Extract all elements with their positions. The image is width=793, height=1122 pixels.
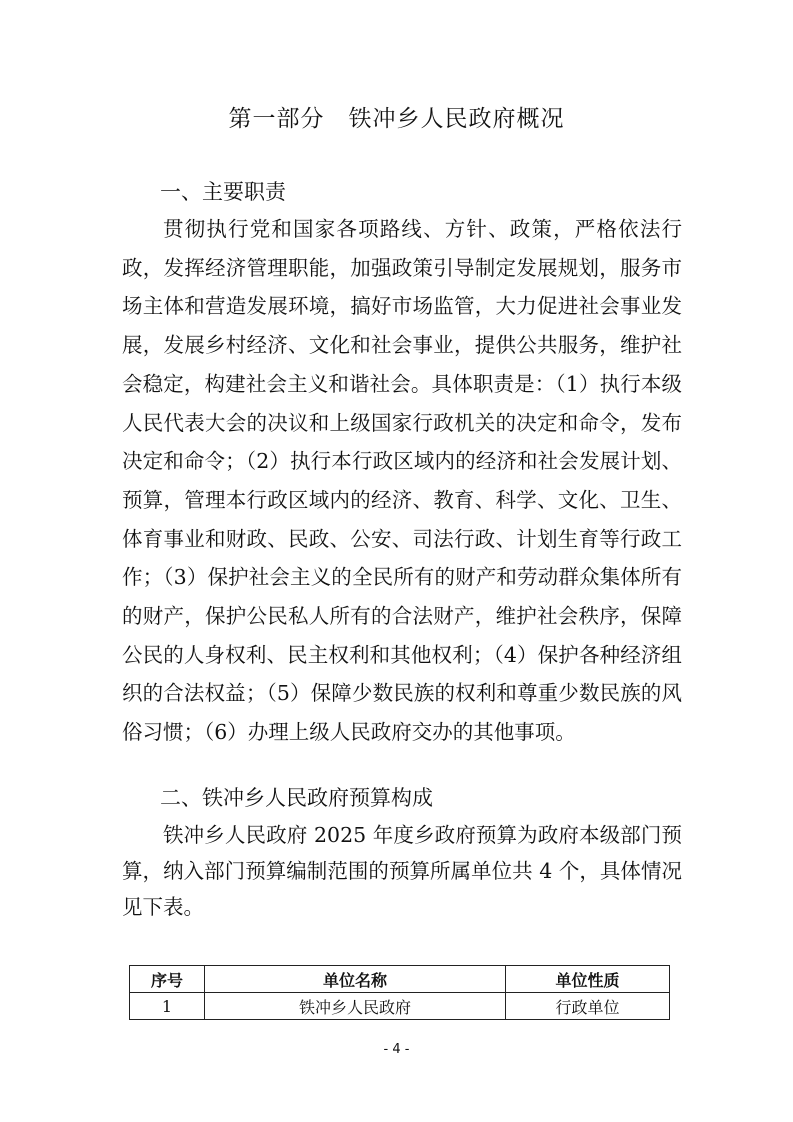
header-serial-number: 序号 <box>130 966 205 993</box>
duties-paragraph: 贯彻执行党和国家各项路线、方针、政策，严格依法行政，发挥经济管理职能，加强政策引导制定发展规划，服务市场主体和营造发展环境，搞好市场监管，大力促进社会事业发展，发展乡村经济、文化和社会事业，提供公共服务，维护社会稳定，构建社会主义和谐社会。具体职责是：（1）执行本级人民代表大会的决议和上级国家行政机关的决定和命令，发布决定和命令；（2）执行本行政区域内的经济和社会发展计划、预算，管理本行政区域内的经济、教育、科学、文化、卫生、体育事业和财政、民政、公安、司法行政、计划生育等行政工作；（3）保护社会主义的全民所有的财产和劳动群众集体所有的财产，保护公民私人所有的合法财产，维护社会秩序，保障公民的人身权利、民主权利和其他权利；（4）保护各种经济组织的合法权益；（5）保障少数民族的权利和尊重少数民族的风俗习惯；（6）办理上级人民政府交办的其他事项。 <box>122 217 682 745</box>
cell-unit-type: 行政单位 <box>506 993 670 1020</box>
section-heading-budget: 二、铁冲乡人民政府预算构成 <box>160 786 433 810</box>
cell-serial-number: 1 <box>130 993 205 1020</box>
table-header-row <box>130 966 670 993</box>
page-title: 第一部分 铁冲乡人民政府概况 <box>228 106 565 132</box>
page-number: - 4 - <box>383 1042 410 1057</box>
header-unit-name: 单位名称 <box>205 966 506 993</box>
units-table <box>129 965 670 1020</box>
table-row <box>130 993 670 1020</box>
budget-paragraph: 铁冲乡人民政府 2025 年度乡政府预算为政府本级部门预算，纳入部门预算编制范围的预算所属单位共 4 个，具体情况见下表。 <box>122 823 682 919</box>
cell-unit-name: 铁冲乡人民政府 <box>205 993 506 1020</box>
header-unit-type: 单位性质 <box>506 966 670 993</box>
section-heading-duties: 一、主要职责 <box>160 180 286 204</box>
